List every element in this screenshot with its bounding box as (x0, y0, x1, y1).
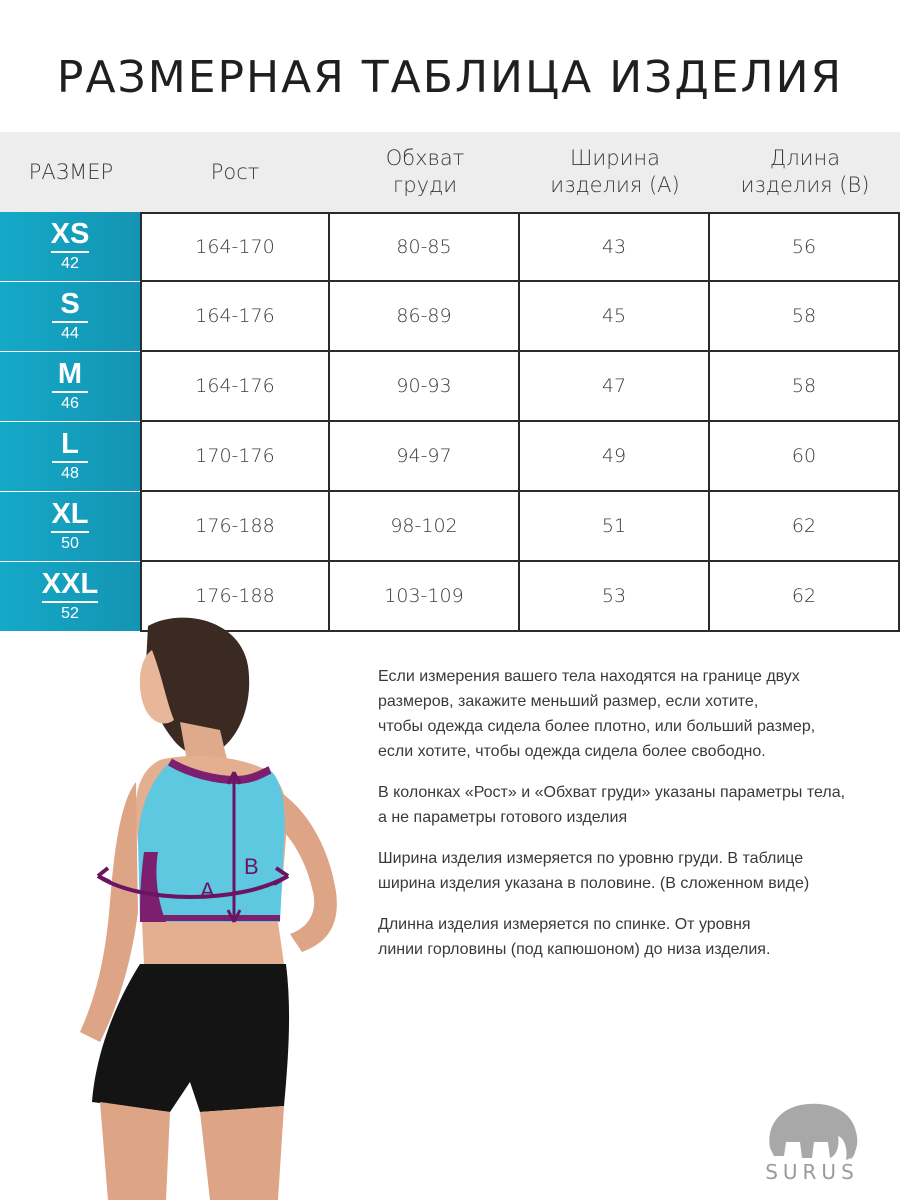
info-paragraph: Ширина изделия измеряется по уровню груди. В таблице ширина изделия указана в половине. (В сложенном виде) (378, 850, 810, 892)
cell-width: 45 (520, 282, 710, 352)
cell-chest: 98-102 (330, 492, 520, 562)
surus-logo (756, 1086, 868, 1184)
cell-length: 60 (710, 422, 900, 492)
cell-chest: 90-93 (330, 352, 520, 422)
size-column (0, 212, 140, 632)
left-leg-shape (100, 1102, 170, 1200)
cell-width: 47 (520, 352, 710, 422)
cell-height: 176-188 (140, 562, 330, 632)
size-number: 42 (61, 255, 79, 272)
cell-chest: 86-89 (330, 282, 520, 352)
size-letter: XL (51, 499, 88, 533)
size-grid (140, 212, 900, 632)
size-number: 46 (61, 395, 79, 412)
mammoth-icon (756, 1086, 868, 1166)
cell-width: 49 (520, 422, 710, 492)
size-cell-xl (0, 492, 140, 562)
size-letter: L (52, 429, 88, 463)
label-a: A (200, 878, 215, 903)
info-paragraph: Длинна изделия измеряется по спинке. От уровня линии горловины (под капюшоном) до низа изделия. (378, 916, 771, 958)
right-arm-shape (278, 792, 337, 952)
size-cell-s (0, 282, 140, 352)
header-length: Длина изделия (В) (740, 146, 870, 197)
header-height: Рост (210, 159, 260, 184)
info-paragraph: Если измерения вашего тела находятся на границе двух размеров, закажите меньший размер, если хотите, чтобы одежда сидела более плотно, или больший размер, если хотите, чтобы одежда сидела более свободно. (378, 668, 816, 760)
model-illustration (40, 612, 380, 1200)
cell-chest: 80-85 (330, 212, 520, 282)
cell-length: 62 (710, 492, 900, 562)
cell-chest: 94-97 (330, 422, 520, 492)
label-b: B (244, 854, 259, 879)
cell-height: 170-176 (140, 422, 330, 492)
cell-height: 164-176 (140, 282, 330, 352)
table-header (0, 132, 900, 212)
size-cell-m (0, 352, 140, 422)
cell-height: 164-176 (140, 352, 330, 422)
header-chest: Обхват груди (385, 146, 465, 197)
cell-length: 56 (710, 212, 900, 282)
cell-height: 164-170 (140, 212, 330, 282)
header-width: Ширина изделия (А) (550, 146, 680, 197)
size-letter: M (52, 359, 88, 393)
header-size: РАЗМЕР (28, 159, 114, 184)
size-letter: S (52, 289, 88, 323)
cell-width: 43 (520, 212, 710, 282)
size-letter: XS (51, 219, 90, 253)
cell-height: 176-188 (140, 492, 330, 562)
size-number: 44 (61, 325, 79, 342)
cell-width: 53 (520, 562, 710, 632)
size-number: 48 (61, 465, 79, 482)
cell-length: 58 (710, 282, 900, 352)
size-cell-xs (0, 212, 140, 282)
right-leg-shape (200, 1106, 284, 1200)
cell-length: 62 (710, 562, 900, 632)
info-text (378, 664, 888, 978)
info-paragraph: В колонках «Рост» и «Обхват груди» указаны параметры тела, а не параметры готового изделия (378, 784, 846, 826)
model-figure (40, 612, 380, 1200)
logo-text: SURUS (765, 1160, 859, 1184)
size-letter: XXL (42, 569, 98, 603)
size-number: 52 (61, 605, 79, 622)
size-cell-l (0, 422, 140, 492)
page-title: РАЗМЕРНАЯ ТАБЛИЦА ИЗДЕЛИЯ (56, 52, 844, 103)
cell-chest: 103-109 (330, 562, 520, 632)
waist-shape (142, 922, 284, 964)
size-number: 50 (61, 535, 79, 552)
cell-length: 58 (710, 352, 900, 422)
cell-width: 51 (520, 492, 710, 562)
size-table (0, 132, 900, 632)
